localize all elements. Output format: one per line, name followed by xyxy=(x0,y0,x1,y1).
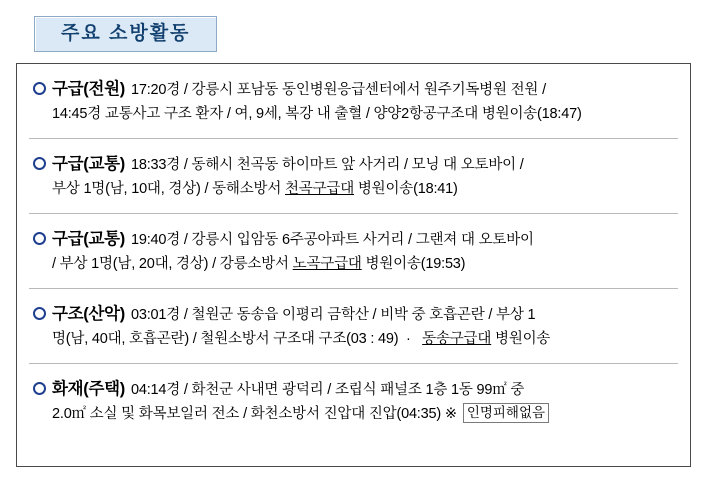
entry-text-tail: 병원이송(19:53) xyxy=(361,256,466,272)
circle-outline-icon xyxy=(33,232,46,245)
entry-category: 화재(주택) xyxy=(52,380,125,398)
entry-line-2 xyxy=(33,252,674,276)
entry-line-1 xyxy=(33,77,674,102)
list-item xyxy=(29,64,678,139)
entry-text-tail: 병원이송(18:41) xyxy=(354,181,458,197)
entry-text-tail: 병원이송 xyxy=(491,331,551,347)
entry-category: 구급(교통) xyxy=(52,230,125,248)
page-title: 주요 소방활동 xyxy=(34,16,217,52)
entry-text-plain: / 부상 1명(남, 20대, 경상) / 강릉소방서 xyxy=(52,256,293,272)
entry-line-1 xyxy=(33,227,674,252)
entry-text-underlined: 노곡구급대 xyxy=(292,256,362,272)
list-item xyxy=(29,364,678,438)
circle-outline-icon xyxy=(33,157,46,170)
entry-text: 17:20경 / 강릉시 포남동 동인병원응급센터에서 원주기독병원 전원 / xyxy=(130,82,546,98)
list-item xyxy=(29,289,678,364)
circle-outline-icon xyxy=(33,307,46,320)
page-header xyxy=(0,0,707,52)
entry-category: 구급(전원) xyxy=(52,80,125,98)
entry-text: 19:40경 / 강릉시 입암동 6주공아파트 사거리 / 그랜져 대 오토바이 xyxy=(130,232,534,248)
entry-text: 2.0㎡ 소실 및 화목보일러 전소 / 화천소방서 진압대 진압(04:35) ※ xyxy=(52,406,457,422)
list-item xyxy=(29,214,678,289)
entry-line-1 xyxy=(33,302,674,327)
entry-text-underlined: 천곡구급대 xyxy=(285,181,355,197)
entry-text-plain: 명(남, 40대, 호흡곤란) / 철원소방서 구조대 구조(03 : 49) · xyxy=(52,331,423,347)
entry-category: 구조(산악) xyxy=(52,305,125,323)
list-item xyxy=(29,139,678,214)
entry-line-2 xyxy=(33,327,674,351)
entry-line-1 xyxy=(33,377,674,402)
entry-category: 구급(교통) xyxy=(52,155,125,173)
circle-outline-icon xyxy=(33,382,46,395)
entry-text: 03:01경 / 철원군 동송읍 이평리 금학산 / 비박 중 호흡곤란 / 부상 1 xyxy=(130,307,536,323)
entry-text: 04:14경 / 화천군 사내면 광덕리 / 조립식 패널조 1층 1동 99㎡ 중 xyxy=(130,382,525,398)
no-casualty-note: 인명피해없음 xyxy=(463,403,549,423)
entry-text-underlined: 동송구급대 xyxy=(422,331,492,347)
entry-line-2 xyxy=(33,177,674,201)
entry-line-1 xyxy=(33,152,674,177)
entry-text: 18:33경 / 동해시 천곡동 하이마트 앞 사거리 / 모닝 대 오토바이 / xyxy=(130,157,524,173)
entry-text: 14:45경 교통사고 구조 환자 / 여, 9세, 복강 내 출혈 / 양양2항공구조대 병원이송(18:47) xyxy=(52,106,582,122)
entry-line-2 xyxy=(33,102,674,126)
entry-line-2 xyxy=(33,402,674,426)
entry-text-plain: 부상 1명(남, 10대, 경상) / 동해소방서 xyxy=(52,181,285,197)
activity-list-box xyxy=(16,63,691,467)
circle-outline-icon xyxy=(33,82,46,95)
